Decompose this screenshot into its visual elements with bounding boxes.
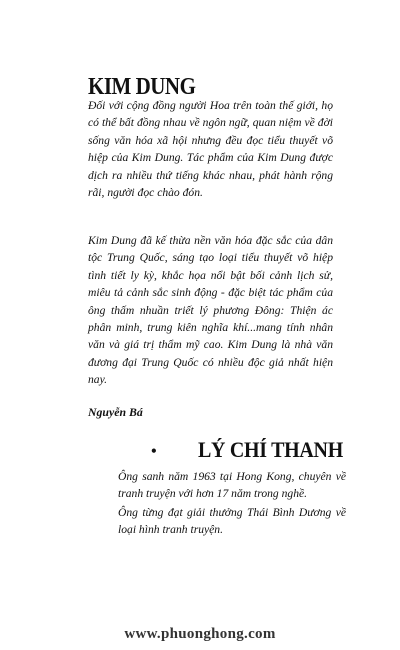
bullet-mark: • [150, 444, 158, 458]
section-title-kim-dung: KIM DUNG [88, 72, 196, 100]
kim-dung-paragraph-2: Kim Dung đã kế thừa nền văn hóa đặc sắc của dân tộc Trung Quốc, sáng tạo loại tiểu thuyết võ hiệp tình tiết ly kỳ, khắc họa nổi bật bối cảnh lịch sử, miêu tả cảnh sắc sinh động - đặc biệt tác phẩm của ông thấm nhuần triết lý phương Đông: Thiện ác phân minh, trung kiên nghĩa khí...mang tính nhân văn và giá trị thẩm mỹ cao. Kim Dung là nhà văn đương đại Trung Quốc có nhiều độc giả nhất hiện nay. [88, 234, 333, 387]
author-signature: Nguyễn Bá [88, 405, 143, 419]
ly-chi-thanh-paragraph-1: Ông sanh năm 1963 tại Hong Kong, chuyên về tranh truyện với hơn 17 năm trong nghề. [118, 470, 346, 501]
section-title-ly-chi-thanh: LÝ CHÍ THANH [198, 438, 343, 463]
kim-dung-paragraph-1: Đối với cộng đồng người Hoa trên toàn thế giới, họ có thể bất đồng nhau về ngôn ngữ, quan niệm về đời sống văn hóa xã hội nhưng đều đọc tiểu thuyết võ hiệp của Kim Dung. Tác phẩm của Kim Dung được dịch ra nhiều thứ tiếng khác nhau, phát hành rộng rãi, người đọc chào đón. [88, 99, 333, 200]
ly-chi-thanh-paragraph-2: Ông từng đạt giải thưởng Thái Bình Dương về loại hình tranh truyện. [118, 506, 346, 537]
website-footer: www.phuonghong.com [124, 626, 276, 642]
